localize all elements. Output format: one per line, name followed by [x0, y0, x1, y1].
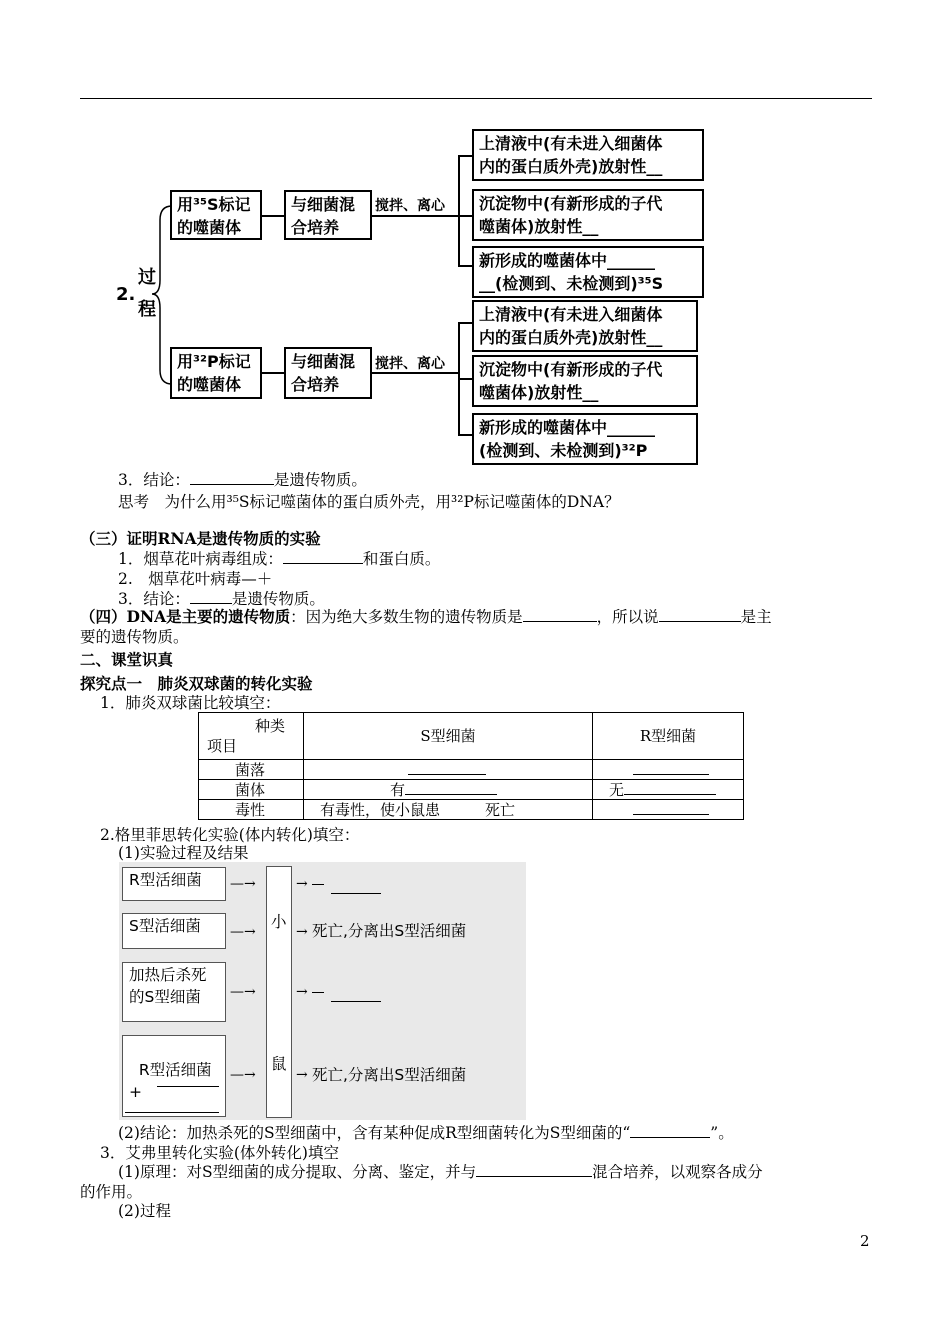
blank: [624, 780, 716, 795]
blank: [659, 607, 741, 622]
upper-split: [458, 155, 460, 265]
blank: [190, 470, 274, 485]
griffith-box-3: 加热后杀死 的S型细菌: [122, 962, 226, 1022]
q1-text: 1．肺炎双球菌比较填空：: [100, 694, 281, 712]
upper-result-2: 沉淀物中(有新形成的子代 噬菌体)放射性__: [472, 189, 704, 241]
griffith-conclusion-post: ”。: [710, 1124, 734, 1142]
upper-result-1: 上清液中(有未进入细菌体 内的蛋白质外壳)放射性__: [472, 129, 704, 181]
avery-principle-line2: 的作用。: [80, 1183, 143, 1201]
row-r-cell: [593, 760, 744, 780]
blank: [633, 760, 709, 775]
header-bottom: 项目: [207, 737, 238, 755]
lower-result-1: 上清液中(有未进入细菌体 内的蛋白质外壳)放射性__: [472, 300, 698, 352]
griffith-conclusion: [118, 1123, 734, 1143]
s4-post: 是主: [740, 608, 772, 626]
process-char-2: 程: [138, 299, 156, 320]
section3-title: （三）证明RNA是遗传物质的实验: [80, 529, 321, 548]
blank: [408, 760, 486, 775]
arrow-tail: [312, 884, 324, 885]
arrow-icon: →: [296, 984, 308, 1000]
table-row: [199, 800, 744, 820]
blank: [405, 780, 497, 795]
header-top: 种类: [255, 717, 286, 735]
comparison-table: [198, 712, 744, 820]
blank: [476, 1162, 592, 1177]
avery-principle-post: 混合培养，以观察各成分: [592, 1163, 763, 1181]
griffith-box-1: R型活细菌: [122, 867, 226, 901]
griffith-result-blank-1: [331, 893, 381, 894]
s3-l1-post: 和蛋白质。: [362, 550, 441, 568]
section4-line2: 要的遗传物质。: [80, 628, 189, 646]
section3-line2: 2. 烟草花叶病毒—＋: [118, 570, 273, 588]
mouse-char-1: 小: [271, 913, 287, 931]
blank: [157, 1086, 219, 1087]
section4-title: （四）DNA是主要的遗传物质: [80, 607, 291, 626]
lower-link-1: [262, 372, 284, 374]
s4-pre: ：因为绝大多数生物的遗传物质是: [290, 608, 523, 626]
griffith-result-2: 死亡,分离出S型活细菌: [312, 922, 467, 940]
table-row: [199, 780, 744, 800]
upper-tick-3: [458, 265, 472, 267]
row-item: 毒性: [199, 800, 304, 820]
page-number: 2: [860, 1232, 870, 1250]
part2-title: 二、课堂识真: [80, 650, 174, 669]
upper-link-1: [262, 215, 284, 217]
row-r-cell: [593, 800, 744, 820]
blank: [125, 1112, 219, 1113]
row-s-cell: [304, 760, 593, 780]
avery-principle-pre: (1)原理：对S型细菌的成分提取、分离、鉴定，并与: [118, 1163, 477, 1181]
blank: [633, 800, 709, 815]
upper-mix-box: 与细菌混 合培养: [284, 190, 372, 240]
upper-action: 搅拌、离心: [375, 198, 445, 214]
conclusion-line: [118, 470, 367, 490]
upper-result-3: 新形成的噬菌体中______ __(检测到、未检测到)³⁵S: [472, 246, 704, 298]
row-item: 菌落: [199, 760, 304, 780]
lower-tick-3: [458, 434, 472, 436]
avery-principle: [118, 1162, 763, 1182]
conclusion-pre: 3．结论：: [118, 471, 190, 489]
row-s-cell: [304, 780, 593, 800]
lower-start-box: 用³²P标记 的噬菌体: [170, 347, 262, 399]
arrow-icon: —→: [230, 876, 256, 892]
lower-tick-2: [458, 378, 472, 380]
upper-start-box: 用³⁵S标记 的噬菌体: [170, 190, 262, 240]
griffith-box-2: S型活细菌: [122, 913, 226, 949]
col-s-header: S型细菌: [304, 713, 593, 760]
blank: [523, 607, 597, 622]
row-r-cell: [593, 780, 744, 800]
explore-title: 探究点一 肺炎双球菌的转化实验: [80, 674, 313, 693]
table-header-row: [199, 713, 744, 760]
griffith-conclusion-pre: (2)结论：加热杀死的S型细菌中，含有某种促成R型细菌转化为S型细菌的“: [118, 1124, 631, 1142]
arrow-icon: —→: [230, 924, 256, 940]
blank: [190, 589, 232, 604]
arrow-tail: [312, 992, 324, 993]
arrow-icon: →: [296, 924, 308, 940]
table-corner-cell: [199, 713, 304, 760]
col-r-header: R型细菌: [593, 713, 744, 760]
row-s-value: 有毒性，使小鼠患 死亡: [304, 800, 593, 820]
row-s-value: 有: [390, 781, 406, 799]
mouse-char-2: 鼠: [271, 1055, 287, 1073]
avery-title: 3．艾弗里转化实验(体外转化)填空: [100, 1144, 339, 1162]
section3-line1: [118, 549, 440, 569]
s3-l3-post: 是遗传物质。: [231, 590, 325, 608]
row-item: 菌体: [199, 780, 304, 800]
avery-process: (2)过程: [118, 1202, 171, 1220]
griffith-result-4: 死亡,分离出S型活细菌: [312, 1066, 467, 1084]
arrow-icon: —→: [230, 1067, 256, 1083]
row-r-value: 无: [609, 781, 625, 799]
griffith-title: 2.格里菲思转化实验(体内转化)填空：: [100, 826, 360, 844]
arrow-icon: →: [296, 1067, 308, 1083]
s3-l1-pre: 1．烟草花叶病毒组成：: [118, 550, 283, 568]
box4-text: R型活细菌 +: [129, 1061, 212, 1101]
table-row: [199, 760, 744, 780]
conclusion-post: 是遗传物质。: [273, 471, 367, 489]
arrow-icon: —→: [230, 984, 256, 1000]
lower-result-2: 沉淀物中(有新形成的子代 噬菌体)放射性__: [472, 355, 698, 407]
lower-mix-box: 与细菌混 合培养: [284, 347, 372, 399]
s4-mid: ，所以说: [596, 608, 659, 626]
upper-tick-1: [458, 155, 472, 157]
process-char-1: 过: [138, 267, 156, 288]
griffith-result-blank-3: [331, 1001, 381, 1002]
upper-tick-2: [458, 215, 472, 217]
blank: [283, 549, 363, 564]
griffith-sub1: (1)实验过程及结果: [118, 844, 249, 862]
section3-line3: [118, 589, 325, 609]
lower-tick-1: [458, 322, 472, 324]
header-rule: [80, 98, 872, 99]
lower-result-3: 新形成的噬菌体中______ (检测到、未检测到)³²P: [472, 413, 698, 465]
arrow-icon: →: [296, 876, 308, 892]
blank: [630, 1123, 710, 1138]
s3-l3-pre: 3．结论：: [118, 590, 190, 608]
think-line: 思考 为什么用³⁵S标记噬菌体的蛋白质外壳，用³²P标记噬菌体的DNA？: [118, 493, 620, 511]
griffith-box-4: [122, 1035, 226, 1117]
section4-line1: [80, 607, 772, 627]
process-number: 2.: [116, 284, 136, 305]
mouse-box: [266, 866, 292, 1118]
lower-action: 搅拌、离心: [375, 356, 445, 372]
